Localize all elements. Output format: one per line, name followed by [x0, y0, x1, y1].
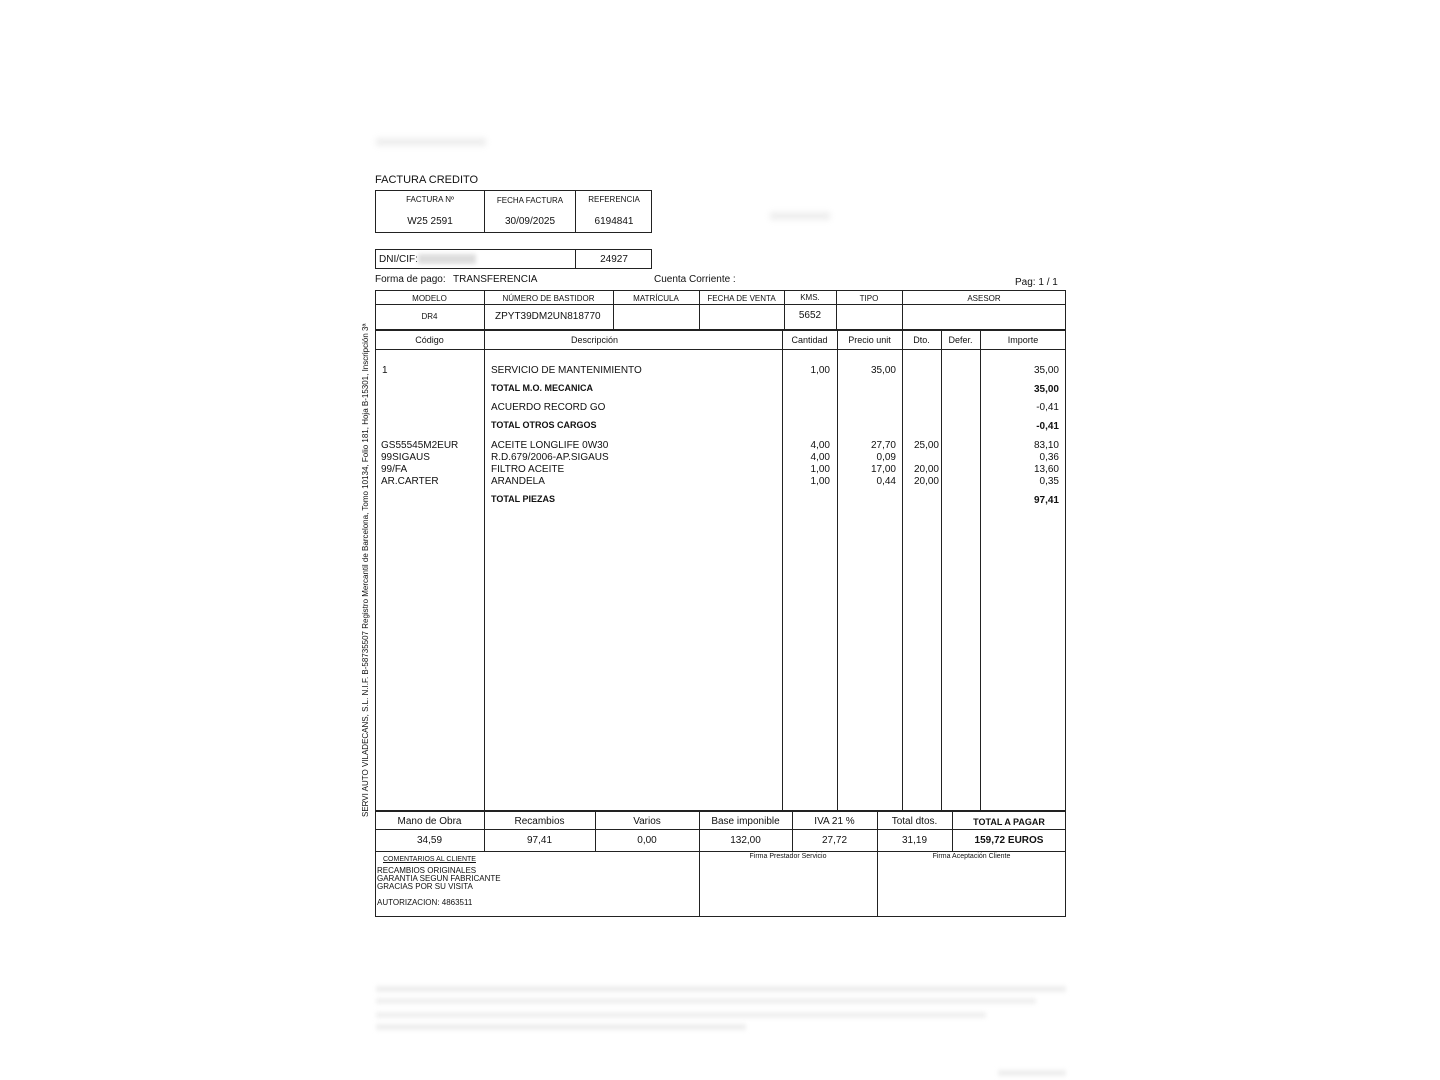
faded-copy-label — [998, 1070, 1066, 1076]
col-header-quantity: Cantidad — [791, 335, 828, 345]
faded-header-text — [376, 138, 486, 146]
line-row-subtotal: TOTAL PIEZAS 97,41 — [491, 494, 1059, 506]
reference-value: 6194841 — [594, 216, 634, 227]
payment-value: TRANSFERENCIA — [453, 274, 538, 285]
dni-label: DNI/CIF: — [379, 254, 418, 265]
comment-line: GARANTIA SEGUN FABRICANTE — [377, 874, 501, 883]
col-header-amount: Importe — [1007, 335, 1039, 345]
misc-value: 0,00 — [637, 835, 657, 846]
line-row: AR.CARTER ARANDELA 1,00 0,44 20,00 0,35 — [381, 476, 1059, 487]
vat-label: IVA 21 % — [814, 816, 855, 827]
footer-box — [375, 851, 1066, 917]
vehicle-header-kms: KMS. — [800, 293, 820, 302]
customer-code: 24927 — [600, 254, 628, 265]
vehicle-header-model: MODELO — [412, 294, 447, 303]
total-value: 159,72 EUROS — [974, 835, 1044, 846]
discounts-label: Total dtos. — [891, 816, 938, 827]
provider-signature-label: Firma Prestador Servicio — [749, 853, 827, 860]
vehicle-header-type: TIPO — [859, 294, 879, 303]
line-row: 99SIGAUS R.D.679/2006-AP.SIGAUS 4,00 0,09 0,36 — [381, 452, 1059, 463]
invoice-date: 30/09/2025 — [504, 216, 556, 227]
vehicle-vin: ZPYT39DM2UN818770 — [495, 311, 601, 322]
faded-legal-text — [376, 1024, 746, 1030]
comment-line: RECAMBIOS ORIGINALES — [377, 866, 477, 875]
vehicle-header-advisor: ASESOR — [967, 294, 1001, 303]
line-row: 1 SERVICIO DE MANTENIMIENTO 1,00 35,00 35,00 — [382, 365, 1059, 376]
labor-value: 34,59 — [416, 835, 443, 846]
line-row-subtotal: TOTAL M.O. MECANICA 35,00 — [491, 383, 1059, 395]
vehicle-kms: 5652 — [798, 310, 822, 321]
parts-value: 97,41 — [526, 835, 553, 846]
discounts-value: 31,19 — [901, 835, 928, 846]
faded-legal-text — [376, 986, 1066, 992]
col-header-discount: Dto. — [913, 335, 930, 345]
dni-redacted — [418, 254, 476, 264]
vehicle-model: DR4 — [421, 312, 438, 321]
comment-line: GRACIAS POR SU VISITA — [377, 882, 473, 891]
parts-label: Recambios — [514, 816, 565, 827]
col-header-unit-price: Precio unit — [848, 335, 891, 345]
line-row: ACUERDO RECORD GO -0,41 — [491, 402, 1059, 413]
client-signature-label: Firma Aceptación Cliente — [932, 853, 1011, 860]
base-value: 132,00 — [730, 835, 761, 846]
faded-legal-text — [376, 1012, 986, 1018]
invoice-number-label: FACTURA Nº — [406, 195, 454, 204]
company-registry-text: SERVI AUTO VILADECANS, S.L. N.I.F. B-58735507 Registro Mercantil de Barcelona, Tomo 10134, Folio 181, Hoja B-15301, Inscripción 3ª — [361, 323, 370, 817]
line-row: 99/FA FILTRO ACEITE 1,00 17,00 20,00 13,60 — [381, 464, 1059, 475]
vehicle-header-vin: NÚMERO DE BASTIDOR — [502, 294, 595, 303]
invoice-date-label: FECHA FACTURA — [496, 196, 564, 205]
col-header-defer: Defer. — [948, 335, 973, 345]
line-row-subtotal: TOTAL OTROS CARGOS -0,41 — [491, 420, 1059, 432]
col-header-description: Descripción — [570, 335, 619, 345]
payment-label: Forma de pago: — [375, 274, 446, 285]
base-label: Base imponible — [711, 816, 780, 827]
authorization: AUTORIZACION: 4863511 — [377, 898, 473, 907]
col-header-code: Código — [415, 335, 444, 345]
account-label: Cuenta Corriente : — [654, 274, 736, 285]
misc-label: Varios — [633, 816, 661, 827]
vat-value: 27,72 — [821, 835, 848, 846]
total-label: TOTAL A PAGAR — [973, 817, 1045, 827]
vehicle-header-plate: MATRÍCULA — [633, 294, 679, 303]
comments-title: COMENTARIOS AL CLIENTE — [383, 856, 476, 863]
faded-legal-text — [376, 998, 1036, 1004]
labor-label: Mano de Obra — [397, 816, 462, 827]
reference-label: REFERENCIA — [588, 195, 640, 204]
line-row: GS55545M2EUR ACEITE LONGLIFE 0W30 4,00 27,70 25,00 83,10 — [381, 440, 1059, 451]
vehicle-header-sale-date: FECHA DE VENTA — [707, 294, 776, 303]
invoice-title: FACTURA CREDITO — [375, 174, 479, 186]
page-number: Pag: 1 / 1 — [1015, 277, 1058, 288]
invoice-number: W25 2591 — [407, 216, 453, 227]
faded-header-text-right — [770, 212, 830, 220]
